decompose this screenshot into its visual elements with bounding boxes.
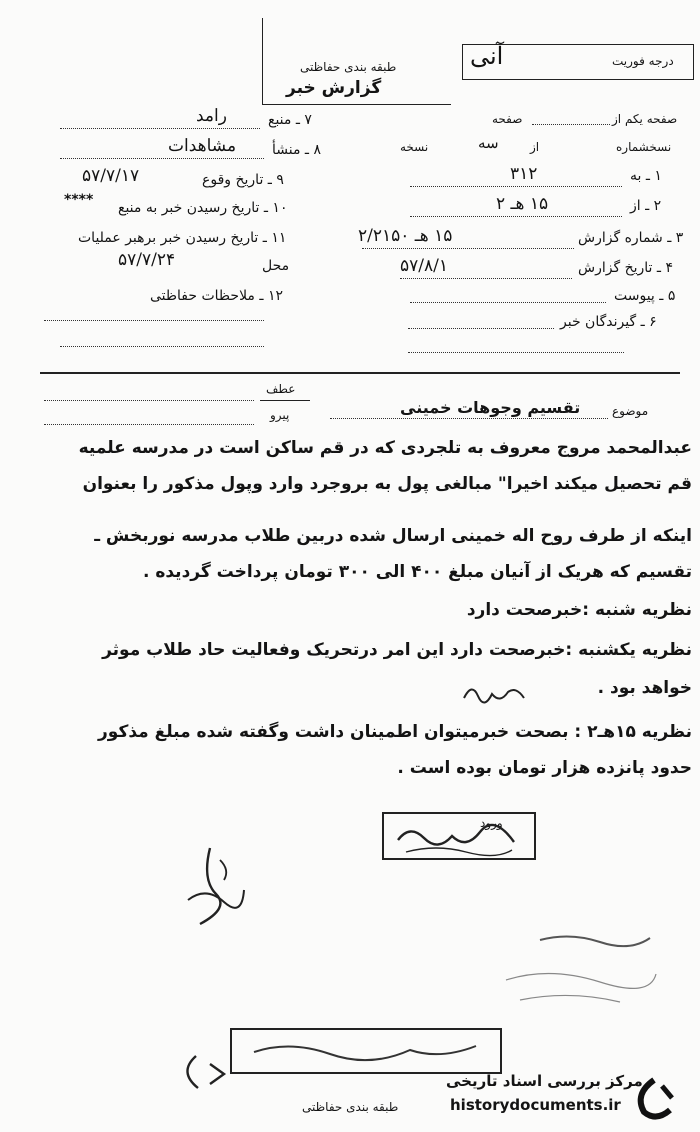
footer-classification-label: طبقه بندی حفاظتی	[302, 1100, 399, 1114]
field-label-source-date: ۱۰ ـ تاریخ رسیدن خبر به منبع	[118, 200, 288, 216]
handwritten-initial	[460, 680, 530, 710]
page-suffix: صفحه	[492, 112, 523, 126]
priority-value: آنی	[470, 42, 504, 70]
copy-middle: از	[530, 140, 540, 154]
field-label-origin: ۸ ـ منشأ	[272, 142, 322, 158]
bottom-stamp-scribble	[250, 1036, 480, 1066]
subject-value: تقسیم وجوهات خمینی	[400, 398, 581, 417]
opinion-line: نظریه یکشنبه :خبرصحت دارد این امر درتحریک وفعالیت حاد طلاب موثر	[102, 640, 692, 660]
field-label-to: ۱ ـ به	[630, 168, 662, 184]
field-label-recipients: ۶ ـ گیرندگان خبر	[560, 314, 657, 330]
field-value-occurrence-date: ۵۷/۷/۱۷	[82, 166, 140, 186]
field-label-report-date: ۴ ـ تاریخ گزارش	[578, 260, 673, 276]
field-label-attachment: ۵ ـ پیوست	[614, 288, 676, 304]
org-name: مرکز بررسی اسناد تاریخی	[446, 1072, 643, 1090]
header-separator	[40, 372, 680, 374]
field-label-report-number: ۳ ـ شماره گزارش	[578, 230, 684, 246]
page-label: صفحه یکم از	[612, 112, 678, 126]
priority-label: درجه فوریت	[612, 54, 674, 68]
field-value-from: ۱۵ هـ ۲	[496, 194, 549, 214]
field-value-source-date: ****	[64, 192, 94, 208]
field-value-report-date: ۵۷/۸/۱	[400, 256, 448, 276]
website-url: historydocuments.ir	[450, 1096, 621, 1114]
margin-mark	[176, 1050, 236, 1094]
priority-box	[462, 44, 694, 80]
stamp-scribble	[396, 820, 516, 860]
field-label-security-notes: ۱۲ ـ ملاحظات حفاظتی	[150, 288, 283, 304]
body-line: اینکه از طرف روح اله خمینی ارسال شده دربین طلاب مدرسه نوربخش ـ	[94, 526, 692, 546]
opinion-line: نظریه شنبه :خبرصحت دارد	[466, 600, 692, 620]
field-value-source: رامد	[196, 106, 227, 126]
field-value-to: ۳۱۲	[510, 164, 538, 184]
field-label-source: ۷ ـ منبع	[268, 112, 312, 128]
report-title: گزارش خبر	[286, 78, 382, 98]
stamp-label: ورود	[480, 816, 503, 830]
subject-label: موضوع	[612, 404, 649, 418]
field-value-origin: مشاهدات	[168, 136, 237, 156]
classification-label: طبقه بندی حفاظتی	[300, 60, 397, 74]
field-value-place: ۵۷/۷/۲۴	[118, 250, 176, 270]
body-line: عبدالمحمد مروج معروف به تلجردی که در قم ساکن است در مدرسه علمیه	[78, 438, 692, 458]
field-label-operations-date: ۱۱ ـ تاریخ رسیدن خبر برهبر عملیات	[78, 230, 287, 246]
opinion-line: خواهد بود .	[597, 678, 692, 698]
header-box	[262, 18, 451, 105]
field-label-occurrence-date: ۹ ـ تاریخ وقوع	[202, 172, 284, 188]
field-value-report-number: ۱۵ هـ ۲/۲۱۵۰	[358, 226, 453, 246]
opinion-line: نظریه ۱۵هـ۲ : بصحت خبرمیتوان اطمینان داشت وگفته شده مبلغ مذکور	[98, 722, 692, 742]
opinion-line: حدود پانزده هزار تومان بوده است .	[397, 758, 692, 778]
org-logo	[632, 1076, 680, 1120]
copy-value: سه	[478, 134, 499, 152]
body-line: تقسیم که هریک از آنیان مبلغ ۴۰۰ الی ۳۰۰ تومان پرداخت گردیده .	[142, 562, 692, 582]
copy-suffix: نسخه	[400, 140, 429, 154]
body-line: قم تحصیل میکند اخیرا" مبالغی پول به بروجرد وارد وپول مذکور را بعنوان	[82, 474, 692, 494]
field-label-place: محل	[262, 258, 290, 274]
ref-atf-label: عطف	[266, 382, 296, 396]
handwritten-signature	[180, 840, 250, 930]
ref-peyro-label: پیرو	[270, 408, 290, 422]
copy-label: نسخشماره	[616, 140, 672, 154]
faded-marks	[500, 930, 660, 1020]
field-label-from: ۲ ـ از	[630, 198, 662, 214]
